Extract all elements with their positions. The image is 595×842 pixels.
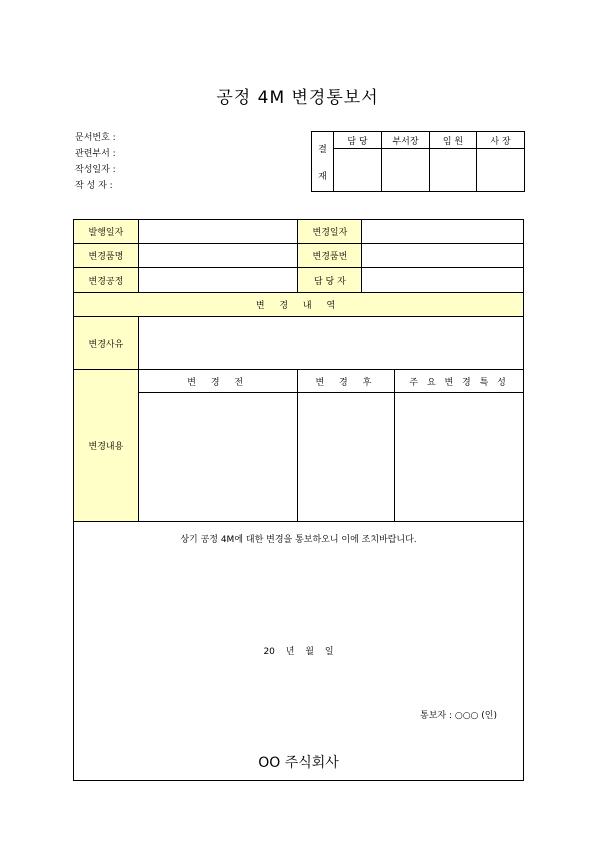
sign-box-president[interactable] <box>477 149 525 192</box>
doc-number-label: 문서번호 : <box>75 133 116 143</box>
features-field[interactable] <box>395 393 524 522</box>
process-field[interactable] <box>138 268 298 293</box>
issue-date-field[interactable] <box>138 220 298 244</box>
approval-col-staff: 담 당 <box>334 132 382 149</box>
change-date-field[interactable] <box>362 220 524 244</box>
sign-box-staff[interactable] <box>334 149 382 192</box>
after-field[interactable] <box>298 393 395 522</box>
reporter-line: 통보자 : ○○○ (인) <box>420 711 497 721</box>
content-label: 변경내용 <box>74 370 139 522</box>
approval-col-executive: 임 원 <box>430 132 477 149</box>
item-name-field[interactable] <box>138 244 298 268</box>
before-field[interactable] <box>138 393 298 522</box>
reason-label: 변경사유 <box>74 317 139 370</box>
sign-box-executive[interactable] <box>430 149 477 192</box>
manager-field[interactable] <box>362 268 524 293</box>
document-meta <box>75 130 116 194</box>
related-dept-label: 관련부서 : <box>75 149 116 159</box>
issue-date-label: 발행일자 <box>74 220 139 244</box>
write-date-label: 작성일자 : <box>75 165 116 175</box>
change-form-table <box>73 219 524 781</box>
process-label: 변경공정 <box>74 268 139 293</box>
date-line: 20 년 월 일 <box>263 647 334 657</box>
features-header: 주 요 변 경 특 성 <box>395 370 524 393</box>
page-title: 공정 4M 변경통보서 <box>216 88 379 108</box>
after-header: 변 경 후 <box>298 370 395 393</box>
approval-col-president: 사 장 <box>477 132 525 149</box>
item-number-field[interactable] <box>362 244 524 268</box>
company-name: OO 주식회사 <box>258 755 339 771</box>
reason-field[interactable] <box>138 317 523 370</box>
author-label: 작 성 자 : <box>75 181 113 191</box>
notice-block <box>74 522 524 781</box>
notice-text: 상기 공정 4M에 대한 변경을 통보하오니 이에 조치바랍니다. <box>180 535 417 545</box>
item-number-label: 변경품번 <box>298 244 362 268</box>
manager-label: 담 당 자 <box>298 268 362 293</box>
sign-box-dept-head[interactable] <box>382 149 430 192</box>
section-header: 변 경 내 역 <box>74 293 524 317</box>
approval-side-top: 결 <box>318 144 327 155</box>
approval-table <box>311 131 525 192</box>
approval-side-cell <box>312 132 334 192</box>
change-date-label: 변경일자 <box>298 220 362 244</box>
item-name-label: 변경품명 <box>74 244 139 268</box>
approval-side-bottom: 재 <box>318 171 327 182</box>
approval-col-dept-head: 부서장 <box>382 132 430 149</box>
before-header: 변 경 전 <box>138 370 298 393</box>
